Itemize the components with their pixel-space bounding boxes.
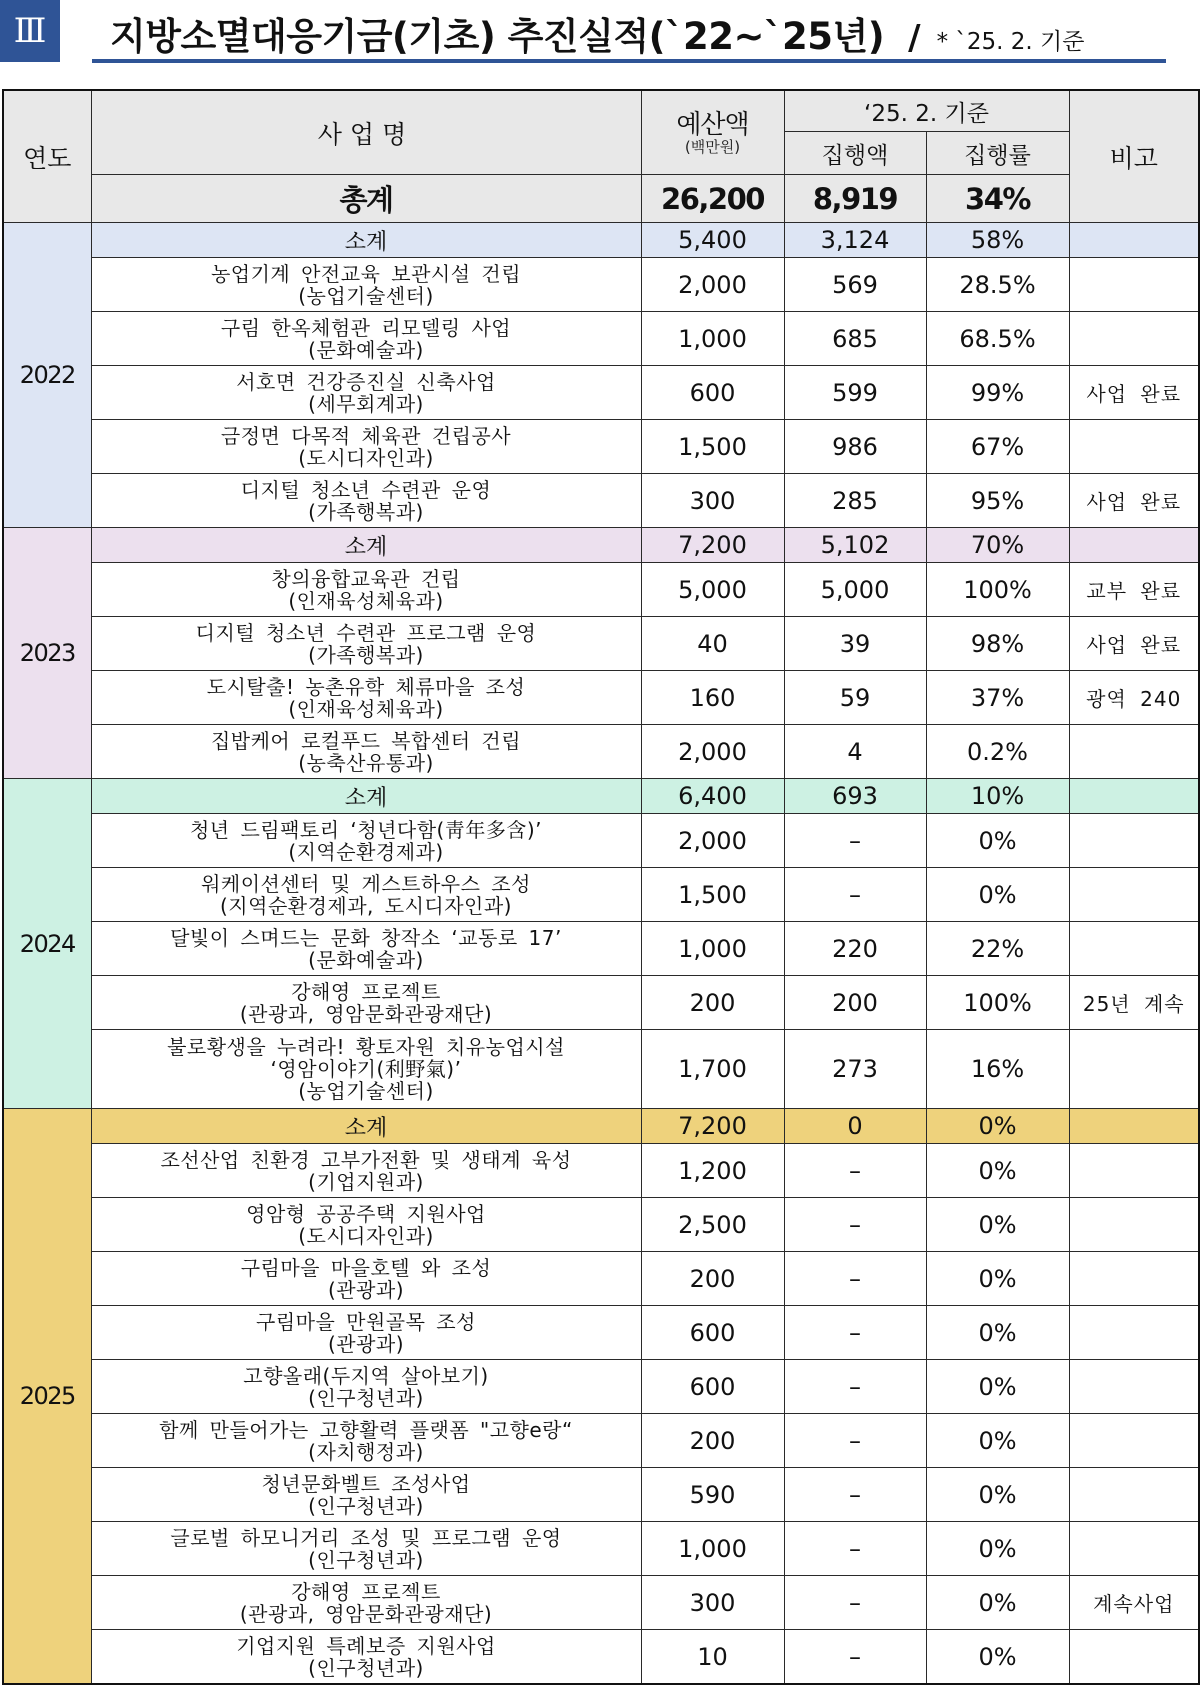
budget-value: 300 (641, 474, 784, 528)
project-name (91, 1144, 641, 1198)
project-name (91, 922, 641, 976)
execution-rate: 0% (926, 1144, 1069, 1198)
title-underline (92, 59, 1166, 63)
execution-rate: 0% (926, 1630, 1069, 1685)
subtotal-row (3, 223, 1199, 258)
project-department: (도시디자인과) (298, 445, 434, 470)
execution-rate: 100% (926, 563, 1069, 617)
execution-rate: 68.5% (926, 312, 1069, 366)
budget-value: 1,000 (641, 922, 784, 976)
project-row (3, 563, 1199, 617)
project-name (91, 1030, 641, 1109)
col-budget-label: 예산액 (676, 109, 749, 140)
subtotal-executed: 3,124 (784, 223, 926, 258)
year-cell: 2022 (3, 223, 91, 528)
remarks (1069, 258, 1199, 312)
project-row (3, 725, 1199, 779)
col-exec-group-header: ‘25. 2. 기준 (784, 90, 1069, 132)
year-cell: 2025 (3, 1109, 91, 1685)
col-remarks-header: 비고 (1069, 90, 1199, 223)
project-department: (가족행복과) (308, 499, 424, 524)
performance-table (2, 89, 1200, 1685)
execution-rate: 0% (926, 1576, 1069, 1630)
project-title-line: 기업지원 특례보증 지원사업 (236, 1633, 496, 1658)
budget-value: 300 (641, 1576, 784, 1630)
project-department: (기업지원과) (308, 1169, 424, 1194)
project-row (3, 868, 1199, 922)
project-title-line: 집밥케어 로컬푸드 복합센터 건립 (210, 728, 522, 753)
remarks (1069, 814, 1199, 868)
remarks (1069, 922, 1199, 976)
budget-value: 40 (641, 617, 784, 671)
executed-value: – (784, 1414, 926, 1468)
project-department: (인구청년과) (308, 1493, 424, 1518)
table-body (3, 223, 1199, 1685)
project-name (91, 258, 641, 312)
grand-total-row (3, 175, 1199, 223)
project-name (91, 1576, 641, 1630)
project-name (91, 1414, 641, 1468)
executed-value: 685 (784, 312, 926, 366)
project-name (91, 1522, 641, 1576)
subtotal-label: 소계 (91, 779, 641, 814)
budget-value: 2,000 (641, 258, 784, 312)
project-title-line: 영암형 공공주택 지원사업 (246, 1201, 486, 1226)
project-title-line: 조선산업 친환경 고부가전환 및 생태계 육성 (160, 1147, 572, 1172)
executed-value: – (784, 1144, 926, 1198)
page-title-main: 지방소멸대응기금(기초) 추진실적(`22~`25년) (110, 15, 885, 58)
title-separator: / (908, 18, 921, 58)
project-title-line: 디지털 청소년 수련관 운영 (240, 477, 492, 502)
project-title-line: 청년 드림팩토리 ‘청년다함(靑年多含)’ (189, 817, 543, 842)
budget-value: 2,500 (641, 1198, 784, 1252)
project-title-line: 달빛이 스며드는 문화 창작소 ‘교동로 17’ (170, 925, 562, 950)
project-name (91, 1468, 641, 1522)
subtotal-rate: 70% (926, 528, 1069, 563)
budget-value: 5,000 (641, 563, 784, 617)
project-department: (관광과, 영암문화관광재단) (239, 1001, 493, 1026)
remarks (1069, 1198, 1199, 1252)
project-row (3, 1198, 1199, 1252)
project-department: (농축산유통과) (298, 750, 434, 775)
project-department: (인재육성체육과) (288, 696, 444, 721)
project-department: (인구청년과) (308, 1655, 424, 1680)
remarks (1069, 1522, 1199, 1576)
remarks (1069, 1360, 1199, 1414)
project-name (91, 563, 641, 617)
budget-value: 200 (641, 1414, 784, 1468)
remarks: 사업 완료 (1069, 474, 1199, 528)
remarks (1069, 1630, 1199, 1685)
execution-rate: 37% (926, 671, 1069, 725)
remarks: 계속사업 (1069, 1576, 1199, 1630)
project-title-line: 구림마을 마을호텔 와 조성 (240, 1255, 492, 1280)
executed-value: – (784, 868, 926, 922)
grand-total-rate: 34% (926, 175, 1069, 223)
col-project-header: 사업명 (91, 90, 641, 175)
project-title-line: 강해영 프로젝트 (291, 1579, 441, 1604)
budget-value: 600 (641, 1306, 784, 1360)
project-row (3, 474, 1199, 528)
project-department: (지역순환경제과) (288, 839, 444, 864)
project-row (3, 1630, 1199, 1685)
header-row (3, 90, 1199, 132)
year-cell: 2024 (3, 779, 91, 1109)
executed-value: – (784, 1306, 926, 1360)
col-year-header: 연도 (3, 90, 91, 223)
remarks (1069, 1252, 1199, 1306)
execution-rate: 0.2% (926, 725, 1069, 779)
remarks (1069, 1030, 1199, 1109)
project-name (91, 366, 641, 420)
subtotal-executed: 0 (784, 1109, 926, 1144)
project-row (3, 1414, 1199, 1468)
project-row (3, 312, 1199, 366)
project-name (91, 474, 641, 528)
project-department: (인구청년과) (308, 1547, 424, 1572)
execution-rate: 0% (926, 1306, 1069, 1360)
execution-rate: 0% (926, 1198, 1069, 1252)
subtotal-budget: 7,200 (641, 1109, 784, 1144)
budget-value: 600 (641, 1360, 784, 1414)
page-title (110, 6, 1180, 58)
col-executed-header: 집행액 (784, 132, 926, 175)
execution-rate: 67% (926, 420, 1069, 474)
execution-rate: 0% (926, 1414, 1069, 1468)
remarks (1069, 1468, 1199, 1522)
budget-value: 200 (641, 1252, 784, 1306)
execution-rate: 0% (926, 814, 1069, 868)
executed-value: – (784, 1360, 926, 1414)
executed-value: – (784, 1252, 926, 1306)
project-row (3, 976, 1199, 1030)
subtotal-row (3, 528, 1199, 563)
project-name (91, 617, 641, 671)
project-row (3, 1522, 1199, 1576)
project-title-line: 구림 한옥체험관 리모델링 사업 (220, 315, 512, 340)
project-row (3, 1144, 1199, 1198)
project-name (91, 725, 641, 779)
project-title-line: 구림마을 만원골목 조성 (256, 1309, 476, 1334)
project-department: (인구청년과) (308, 1385, 424, 1410)
project-department: (관광과, 영암문화관광재단) (239, 1601, 493, 1626)
project-title-line: 워케이션센터 및 게스트하우스 조성 (201, 871, 531, 896)
remarks (1069, 1414, 1199, 1468)
grand-total-budget: 26,200 (641, 175, 784, 223)
project-department: (관광과) (327, 1277, 405, 1302)
project-name (91, 1306, 641, 1360)
col-budget-unit: (백만원) (684, 137, 741, 156)
project-department: (문화예술과) (308, 947, 424, 972)
executed-value: – (784, 1468, 926, 1522)
col-budget-header (641, 90, 784, 175)
project-row (3, 366, 1199, 420)
executed-value: 59 (784, 671, 926, 725)
subtotal-remarks (1069, 528, 1199, 563)
budget-value: 2,000 (641, 725, 784, 779)
project-department: (관광과) (327, 1331, 405, 1356)
subtotal-row (3, 1109, 1199, 1144)
execution-rate: 0% (926, 1522, 1069, 1576)
executed-value: 5,000 (784, 563, 926, 617)
execution-rate: 0% (926, 1468, 1069, 1522)
project-title-line: 강해영 프로젝트 (291, 979, 441, 1004)
subtotal-budget: 6,400 (641, 779, 784, 814)
budget-value: 10 (641, 1630, 784, 1685)
budget-value: 2,000 (641, 814, 784, 868)
execution-rate: 28.5% (926, 258, 1069, 312)
project-title-line: 글로벌 하모니거리 조성 및 프로그램 운영 (170, 1525, 562, 1550)
execution-rate: 0% (926, 1360, 1069, 1414)
execution-rate: 22% (926, 922, 1069, 976)
project-title-line: 함께 만들어가는 고향활력 플랫폼 "고향e랑“ (159, 1417, 573, 1442)
project-row (3, 1252, 1199, 1306)
executed-value: – (784, 1198, 926, 1252)
execution-rate: 0% (926, 1252, 1069, 1306)
project-name (91, 420, 641, 474)
remarks (1069, 868, 1199, 922)
budget-value: 1,500 (641, 868, 784, 922)
budget-value: 1,000 (641, 1522, 784, 1576)
execution-rate: 99% (926, 366, 1069, 420)
subtotal-remarks (1069, 1109, 1199, 1144)
reference-date-note: * `25. 2. 기준 (936, 29, 1085, 55)
project-title-line: 농업기계 안전교육 보관시설 건립 (210, 261, 522, 286)
subtotal-rate: 10% (926, 779, 1069, 814)
executed-value: 569 (784, 258, 926, 312)
project-name (91, 1252, 641, 1306)
project-name (91, 671, 641, 725)
grand-total-label: 총계 (91, 175, 641, 223)
budget-value: 1,700 (641, 1030, 784, 1109)
section-number-badge: Ⅲ (0, 0, 60, 62)
project-title-line: 디지털 청소년 수련관 프로그램 운영 (195, 620, 537, 645)
executed-value: – (784, 1630, 926, 1685)
project-title-line: 창의융합교육관 건립 (271, 566, 461, 591)
remarks (1069, 1306, 1199, 1360)
budget-value: 160 (641, 671, 784, 725)
executed-value: 986 (784, 420, 926, 474)
remarks (1069, 420, 1199, 474)
project-title-line: 청년문화벨트 조성사업 (261, 1471, 471, 1496)
executed-value: – (784, 1576, 926, 1630)
budget-value: 1,500 (641, 420, 784, 474)
subtotal-row (3, 779, 1199, 814)
remarks: 사업 완료 (1069, 366, 1199, 420)
subtotal-budget: 5,400 (641, 223, 784, 258)
subtotal-executed: 693 (784, 779, 926, 814)
execution-rate: 100% (926, 976, 1069, 1030)
project-row (3, 258, 1199, 312)
budget-value: 590 (641, 1468, 784, 1522)
project-title-line: 서호면 건강증진실 신축사업 (236, 369, 496, 394)
remarks (1069, 725, 1199, 779)
subtotal-label: 소계 (91, 528, 641, 563)
project-row (3, 922, 1199, 976)
project-name (91, 868, 641, 922)
project-row (3, 1306, 1199, 1360)
project-department: (가족행복과) (308, 642, 424, 667)
grand-total-executed: 8,919 (784, 175, 926, 223)
remarks (1069, 312, 1199, 366)
project-row (3, 1030, 1199, 1109)
project-title-line: 금정면 다목적 체육관 건립공사 (220, 423, 512, 448)
project-department: (도시디자인과) (298, 1223, 434, 1248)
subtotal-remarks (1069, 223, 1199, 258)
execution-rate: 16% (926, 1030, 1069, 1109)
remarks: 광역 240 (1069, 671, 1199, 725)
project-name (91, 814, 641, 868)
project-row (3, 1468, 1199, 1522)
project-name (91, 976, 641, 1030)
project-department: (지역순환경제과, 도시디자인과) (220, 893, 512, 918)
project-name (91, 1630, 641, 1685)
executed-value: 4 (784, 725, 926, 779)
remarks: 교부 완료 (1069, 563, 1199, 617)
year-cell: 2023 (3, 528, 91, 779)
project-department: (농업기술센터) (298, 283, 434, 308)
subtotal-budget: 7,200 (641, 528, 784, 563)
executed-value: 599 (784, 366, 926, 420)
executed-value: – (784, 814, 926, 868)
executed-value: 220 (784, 922, 926, 976)
project-row (3, 1360, 1199, 1414)
executed-value: 39 (784, 617, 926, 671)
project-name (91, 1360, 641, 1414)
budget-value: 1,000 (641, 312, 784, 366)
executed-value: 200 (784, 976, 926, 1030)
budget-value: 1,200 (641, 1144, 784, 1198)
col-rate-header: 집행률 (926, 132, 1069, 175)
subtotal-rate: 58% (926, 223, 1069, 258)
remarks: 사업 완료 (1069, 617, 1199, 671)
executed-value: – (784, 1522, 926, 1576)
executed-value: 273 (784, 1030, 926, 1109)
executed-value: 285 (784, 474, 926, 528)
project-row (3, 420, 1199, 474)
project-department: (문화예술과) (308, 337, 424, 362)
execution-rate: 0% (926, 868, 1069, 922)
project-department: (농업기술센터) (298, 1079, 434, 1103)
project-department: (세무회계과) (308, 391, 424, 416)
project-department: (인재육성체육과) (288, 588, 444, 613)
project-row (3, 814, 1199, 868)
remarks: 25년 계속 (1069, 976, 1199, 1030)
subtotal-label: 소계 (91, 1109, 641, 1144)
project-name (91, 312, 641, 366)
project-title-line: 불로황생을 누려라! 황토자원 치유농업시설 (167, 1035, 565, 1059)
project-row (3, 617, 1199, 671)
project-department: (자치행정과) (308, 1439, 424, 1464)
subtotal-rate: 0% (926, 1109, 1069, 1144)
subtotal-executed: 5,102 (784, 528, 926, 563)
budget-value: 600 (641, 366, 784, 420)
project-name (91, 1198, 641, 1252)
subtotal-remarks (1069, 779, 1199, 814)
subtotal-label: 소계 (91, 223, 641, 258)
execution-rate: 95% (926, 474, 1069, 528)
execution-rate: 98% (926, 617, 1069, 671)
budget-value: 200 (641, 976, 784, 1030)
project-title-line: 도시탈출! 농촌유학 체류마을 조성 (206, 674, 526, 699)
project-row (3, 671, 1199, 725)
project-title-line: ‘영암이야기(利野氣)’ (270, 1057, 462, 1081)
project-title-line: 고향올래(두지역 살아보기) (243, 1363, 489, 1388)
remarks (1069, 1144, 1199, 1198)
project-row (3, 1576, 1199, 1630)
